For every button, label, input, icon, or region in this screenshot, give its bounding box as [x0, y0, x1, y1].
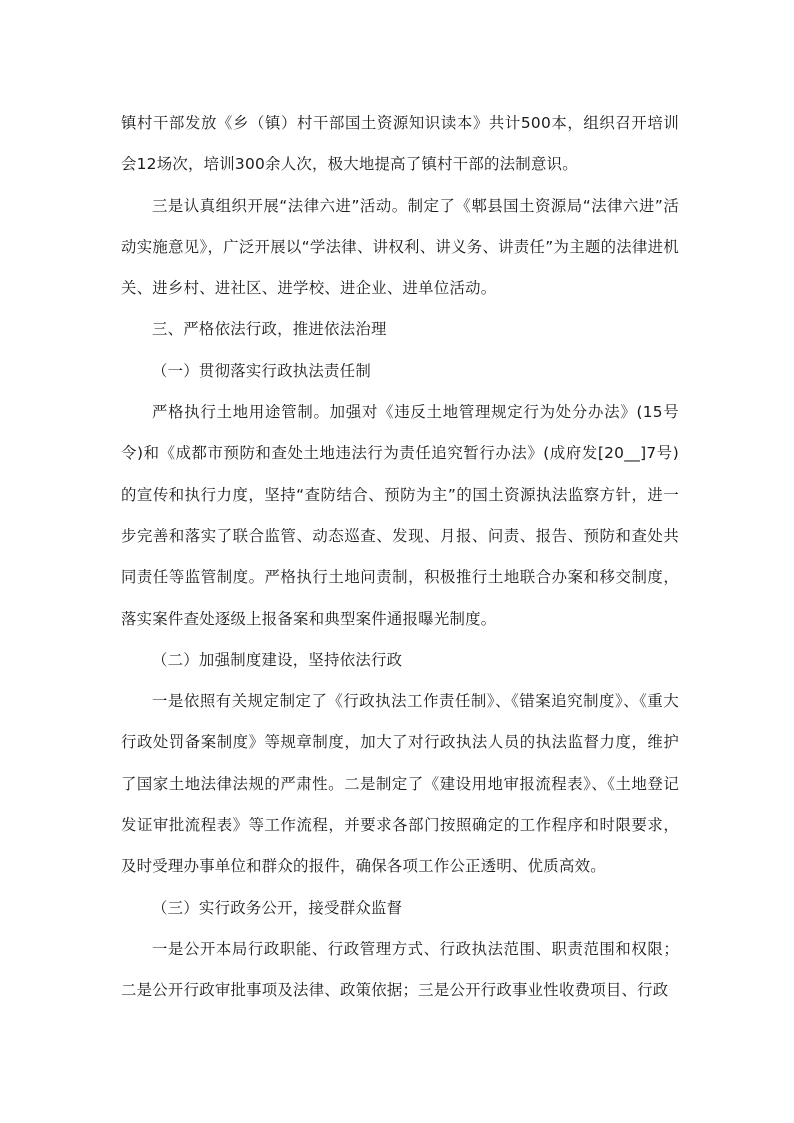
subsection-heading-1: （一）贯彻落实行政执法责任制 [152, 361, 371, 380]
section-heading-3: 三、严格依法行政，推进依法治理 [152, 320, 387, 339]
paragraph-law-six-entries: 三是认真组织开展“法律六进”活动。制定了《郫县国土资源局“法律六进”活动实施意见》，广泛开展以“学法律、讲权利、讲义务、讲责任”为主题的法律进机关、进乡村、进社区、进学校、进企业、进单位活动。 [121, 196, 679, 298]
subsection-heading-2: （二）加强制度建设，坚持依法行政 [152, 650, 403, 669]
document-body [121, 103, 679, 1012]
paragraph-continuation: 镇村干部发放《乡（镇）村干部国土资源知识读本》共计500本，组织召开培训会12场次，培训300余人次，极大地提高了镇村干部的法制意识。 [121, 114, 679, 174]
subsection-heading-3: （三）实行政务公开，接受群众监督 [152, 898, 403, 917]
paragraph-land-use-control: 严格执行土地用途管制。加强对《违反土地管理规定行为处分办法》(15号令)和《成都市预防和查处土地违法行为责任追究暂行办法》(成府发[20__]7号)的宣传和执行力度，坚持“查防结合、预防为主”的国土资源执法监察方针，进一步完善和落实了联合监管、动态巡查、发现、月报、问责、报告、预防和查处共同责任等监管制度。严格执行土地问责制，积极推行土地联合办案和移交制度，落实案件查处逐级上报备案和典型案件通报曝光制度。 [121, 403, 679, 628]
paragraph-system-building: 一是依照有关规定制定了《行政执法工作责任制》、《错案追究制度》、《重大行政处罚备案制度》等规章制度，加大了对行政执法人员的执法监督力度，维护了国家土地法律法规的严肃性。二是制定了《建设用地审报流程表》、《土地登记发证审批流程表》等工作流程，并要求各部门按照确定的工作程序和时限要求，及时受理办事单位和群众的报件，确保各项工作公正透明、优质高效。 [121, 692, 679, 876]
paragraph-government-affairs: 一是公开本局行政职能、行政管理方式、行政执法范围、职责范围和权限；二是公开行政审批事项及法律、政策依据；三是公开行政事业性收费项目、行政 [121, 939, 679, 1000]
